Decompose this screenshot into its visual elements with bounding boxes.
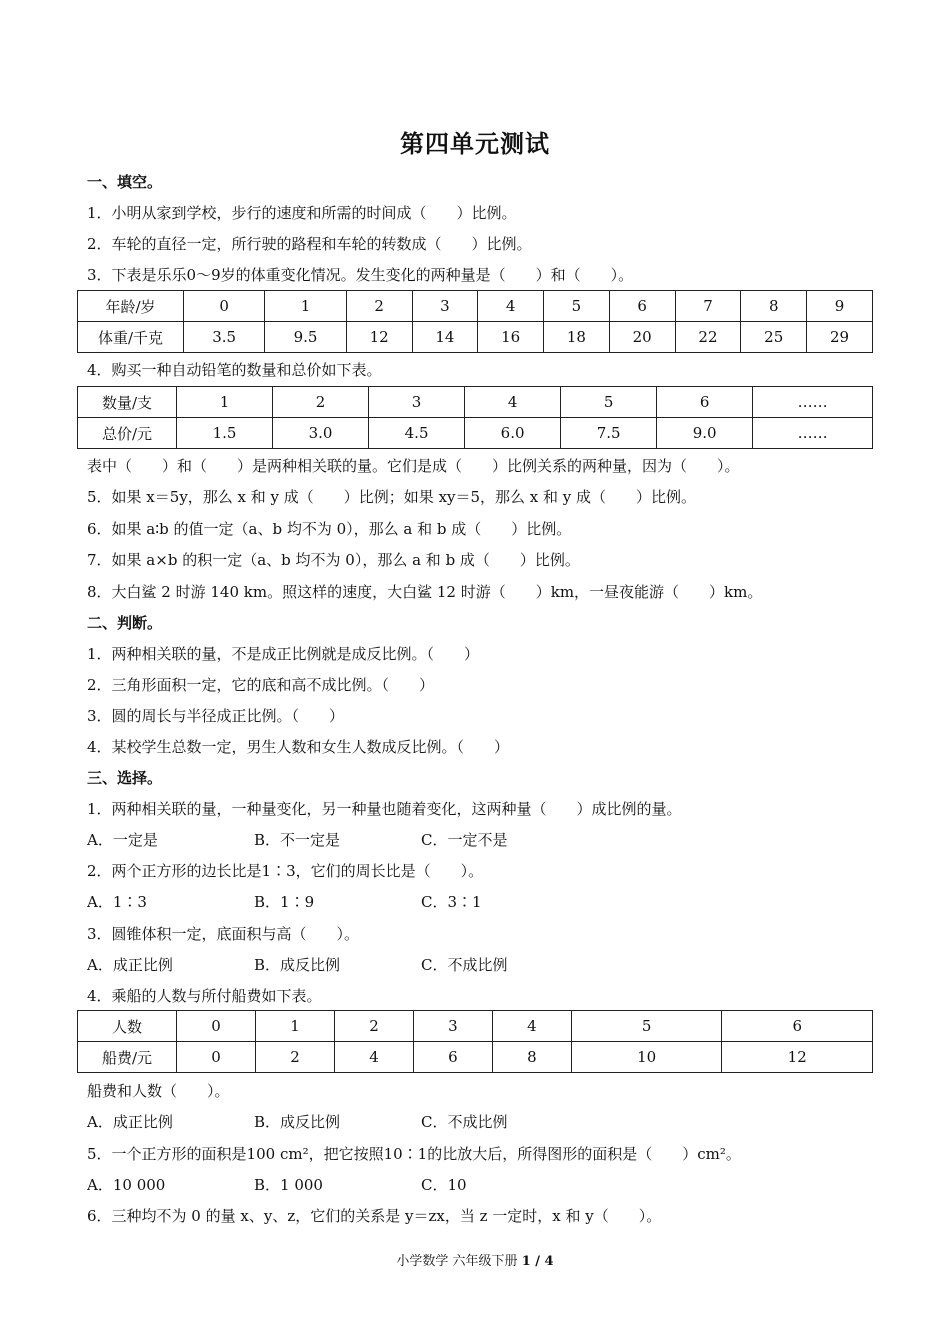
table-cell: 0 [184, 291, 265, 322]
table-cell: 6 [657, 387, 753, 418]
option-a: A．成正比例 [87, 956, 173, 974]
table-cell: 3.0 [273, 418, 369, 449]
table-cell: 7.5 [561, 418, 657, 449]
table-cell: 7 [675, 291, 741, 322]
choice-question-4-followup: 船费和人数（ ）。 [87, 1082, 230, 1100]
table-cell: 0 [177, 1042, 256, 1073]
table-cell: 29 [807, 322, 873, 353]
table-cell: 6 [609, 291, 675, 322]
fill-question-7: 7．如果 a×b 的积一定（a、b 均不为 0），那么 a 和 b 成（ ）比例。 [87, 551, 580, 569]
table-cell: 4.5 [369, 418, 465, 449]
table-cell: 18 [544, 322, 610, 353]
table-row [78, 322, 873, 353]
table-cell: 4 [465, 387, 561, 418]
boat-table [77, 1010, 873, 1073]
table-cell: 5 [561, 387, 657, 418]
table-cell: 9.0 [657, 418, 753, 449]
option-a: A．10 000 [87, 1176, 166, 1194]
choice-question-1: 1．两种相关联的量，一种量变化，另一种量也随着变化，这两种量（ ）成比例的量。 [87, 800, 682, 818]
judge-question-3: 3．圆的周长与半径成正比例。（ ） [87, 707, 345, 725]
option-c: C．不成比例 [421, 1113, 508, 1131]
choice-question-6: 6．三种均不为 0 的量 x、y、z，它们的关系是 y＝zx，当 z 一定时，x 和 y（ ）。 [87, 1207, 662, 1225]
fill-question-1: 1．小明从家到学校，步行的速度和所需的时间成（ ）比例。 [87, 204, 517, 222]
table-cell: 12 [722, 1042, 873, 1073]
table-cell: 14 [412, 322, 478, 353]
table-row-label: 人数 [78, 1011, 177, 1042]
table-cell: 2 [273, 387, 369, 418]
table-cell: 3 [413, 1011, 492, 1042]
table-row-label: 年龄/岁 [78, 291, 184, 322]
choice-options-5 [87, 1175, 467, 1195]
option-b: B．成反比例 [254, 956, 341, 974]
choice-options-1 [87, 830, 507, 850]
table-cell: 16 [478, 322, 544, 353]
option-c: C．一定不是 [421, 831, 508, 849]
table-cell: 9.5 [265, 322, 346, 353]
table-cell: 20 [609, 322, 675, 353]
judge-question-1: 1．两种相关联的量，不是成正比例就是成反比例。（ ） [87, 645, 480, 663]
option-b: B．1∶9 [254, 893, 315, 911]
weight-table [77, 290, 873, 353]
table-row-label: 总价/元 [78, 418, 177, 449]
option-b: B．成反比例 [254, 1113, 341, 1131]
judge-question-2: 2．三角形面积一定，它的底和高不成比例。（ ） [87, 676, 435, 694]
section-heading-fill: 一、填空。 [87, 173, 163, 191]
table-cell: 5 [571, 1011, 722, 1042]
table-cell: 10 [571, 1042, 722, 1073]
pencil-table [77, 386, 873, 449]
option-b: B．不一定是 [254, 831, 341, 849]
table-cell: 6.0 [465, 418, 561, 449]
choice-question-3: 3．圆锥体积一定，底面积与高（ ）。 [87, 925, 360, 943]
table-cell: 0 [177, 1011, 256, 1042]
choice-question-4: 4．乘船的人数与所付船费如下表。 [87, 987, 322, 1005]
table-cell: 8 [492, 1042, 571, 1073]
option-a: A．成正比例 [87, 1113, 173, 1131]
judge-question-4: 4．某校学生总数一定，男生人数和女生人数成反比例。（ ） [87, 738, 510, 756]
table-cell: 3.5 [184, 322, 265, 353]
option-c: C．10 [421, 1176, 467, 1194]
table-cell: 1.5 [177, 418, 273, 449]
footer-text: 小学数学 六年级下册 [396, 1254, 522, 1269]
table-cell: 8 [741, 291, 807, 322]
table-cell: 6 [722, 1011, 873, 1042]
table-cell: 9 [807, 291, 873, 322]
choice-options-2 [87, 892, 482, 912]
page-number: 1 / 4 [521, 1254, 554, 1269]
page-title: 第四单元测试 [400, 129, 550, 158]
fill-question-5: 5．如果 x＝5y，那么 x 和 y 成（ ）比例；如果 xy＝5，那么 x 和 y 成（ ）比例。 [87, 488, 697, 506]
table-cell: 5 [544, 291, 610, 322]
table-row-label: 数量/支 [78, 387, 177, 418]
choice-question-5: 5．一个正方形的面积是100 cm²，把它按照10∶1的比放大后，所得图形的面积是（ ）cm²。 [87, 1145, 741, 1163]
table-cell: …… [753, 418, 873, 449]
table-cell: 1 [177, 387, 273, 418]
fill-question-2: 2．车轮的直径一定，所行驶的路程和车轮的转数成（ ）比例。 [87, 235, 532, 253]
section-heading-judge: 二、判断。 [87, 614, 163, 632]
table-cell: 2 [255, 1042, 334, 1073]
page-footer [0, 1250, 950, 1269]
table-row-label: 船费/元 [78, 1042, 177, 1073]
option-c: C．不成比例 [421, 956, 508, 974]
fill-question-3: 3．下表是乐乐0～9岁的体重变化情况。发生变化的两种量是（ ）和（ ）。 [87, 266, 634, 284]
option-b: B．1 000 [254, 1176, 323, 1194]
option-a: A．1∶3 [87, 893, 147, 911]
fill-question-4: 4．购买一种自动铅笔的数量和总价如下表。 [87, 361, 382, 379]
table-cell: 1 [265, 291, 346, 322]
choice-question-2: 2．两个正方形的边长比是1∶3，它们的周长比是（ ）。 [87, 862, 484, 880]
table-cell: 22 [675, 322, 741, 353]
table-row [78, 291, 873, 322]
section-heading-choice: 三、选择。 [87, 769, 163, 787]
table-cell: 2 [346, 291, 412, 322]
table-row [78, 1042, 873, 1073]
table-cell: 2 [334, 1011, 413, 1042]
fill-question-6: 6．如果 a∶b 的值一定（a、b 均不为 0），那么 a 和 b 成（ ）比例。 [87, 520, 572, 538]
table-row [78, 387, 873, 418]
choice-options-3 [87, 955, 507, 975]
table-cell: 25 [741, 322, 807, 353]
table-cell: 6 [413, 1042, 492, 1073]
table-cell: 4 [478, 291, 544, 322]
table-cell: 4 [334, 1042, 413, 1073]
table-cell: 3 [412, 291, 478, 322]
option-a: A．一定是 [87, 831, 158, 849]
table-row-label: 体重/千克 [78, 322, 184, 353]
table-cell: 3 [369, 387, 465, 418]
fill-question-8: 8．大白鲨 2 时游 140 km。照这样的速度，大白鲨 12 时游（ ）km，一昼夜能游（ ）km。 [87, 583, 763, 601]
table-row [78, 418, 873, 449]
table-cell: 4 [492, 1011, 571, 1042]
table-row [78, 1011, 873, 1042]
choice-options-4 [87, 1112, 507, 1132]
fill-question-4-followup: 表中（ ）和（ ）是两种相关联的量。它们是成（ ）比例关系的两种量，因为（ ）。 [87, 457, 740, 475]
table-cell: 12 [346, 322, 412, 353]
table-cell: …… [753, 387, 873, 418]
option-c: C．3∶1 [421, 893, 482, 911]
table-cell: 1 [255, 1011, 334, 1042]
